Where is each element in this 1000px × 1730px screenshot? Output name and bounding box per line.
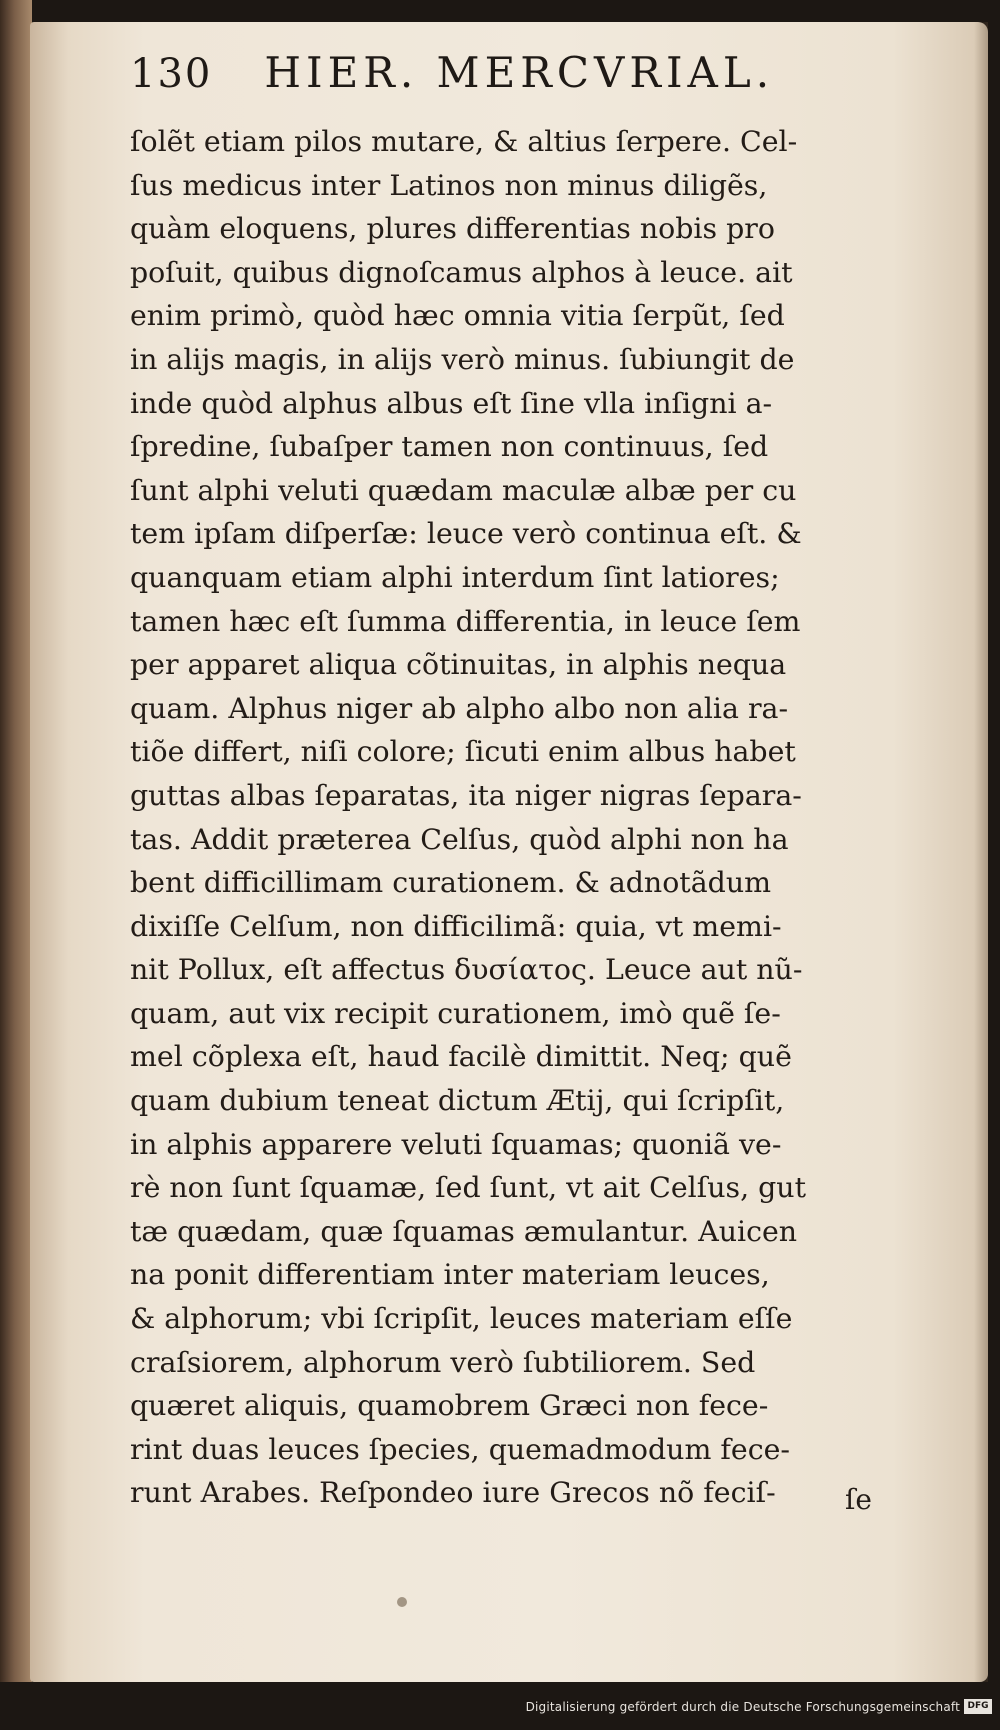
- text-line: quam, aut vix recipit curationem, imò quẽ ſe-: [130, 996, 781, 1030]
- text-line: & alphorum; vbi ſcripſit, leuces materiam eſſe: [130, 1302, 793, 1336]
- text-line: in alijs magis, in alijs verò minus. ſubiungit de: [130, 342, 795, 376]
- text-line: ſolẽt etiam pilos mutare, & altius ſerpere. Cel-: [130, 125, 798, 158]
- ink-spot: [397, 1597, 407, 1607]
- text-line: nit Pollux, eſt affectus δυσίατος. Leuce aut nũ-: [130, 953, 803, 987]
- text-line: per apparet aliqua cõtinuitas, in alphis nequa: [130, 648, 787, 682]
- text-line: tiõe differt, niſi colore; ſicuti enim albus habet: [130, 735, 796, 769]
- text-line: in alphis apparere veluti ſquamas; quoniã ve-: [130, 1127, 782, 1161]
- text-line: runt Arabes. Reſpondeo iure Grecos nõ feciſ-: [130, 1476, 776, 1510]
- page-edge-shadow: [974, 22, 988, 1682]
- text-line: tem ipſam diſperſæ: leuce verò continua eſt. &: [130, 517, 802, 551]
- text-line: rè non ſunt ſquamæ, ſed ſunt, vt ait Celſus, gut: [130, 1171, 806, 1205]
- text-line: na ponit differentiam inter materiam leuces,: [130, 1258, 770, 1292]
- text-line: rint duas leuces ſpecies, quemadmodum fece-: [130, 1432, 790, 1466]
- catchword: ſe: [845, 1483, 872, 1516]
- body-text: [130, 120, 910, 1515]
- digitization-credit: Digitalisierung gefördert durch die Deutsche Forschungsgemeinschaft: [525, 1700, 960, 1714]
- text-line: ſus medicus inter Latinos non minus diligẽs,: [130, 168, 768, 202]
- text-line: inde quòd alphus albus eſt ſine vlla inſigni a-: [130, 386, 773, 420]
- text-line: poſuit, quibus dignoſcamus alphos à leuce. ait: [130, 255, 793, 289]
- running-head: [130, 48, 890, 118]
- text-line: guttas albas ſeparatas, ita niger nigras ſepara-: [130, 778, 802, 812]
- page-number: 130: [130, 51, 213, 97]
- text-line: ſunt alphi veluti quædam maculæ albæ per cu: [130, 473, 797, 507]
- text-line: quàm eloquens, plures differentias nobis pro: [130, 212, 775, 246]
- running-head-title: HIER. MERCVRIAL.: [264, 48, 775, 97]
- text-line: dixiſſe Celſum, non difficilimã: quia, vt memi-: [130, 909, 782, 943]
- text-line: quam. Alphus niger ab alpho albo non alia ra-: [130, 691, 789, 725]
- text-line: tamen hæc eſt ſumma differentia, in leuce ſem: [130, 604, 801, 638]
- dfg-logo-icon: DFG: [964, 1699, 992, 1714]
- text-line: tæ quædam, quæ ſquamas æmulantur. Auicen: [130, 1214, 798, 1248]
- text-line: quam dubium teneat dictum Ætij, qui ſcripſit,: [130, 1084, 785, 1118]
- text-line: mel cõplexa eſt, haud facilè dimittit. Neq; quẽ: [130, 1040, 792, 1074]
- text-line: enim primò, quòd hæc omnia vitia ſerpũt, ſed: [130, 299, 785, 333]
- text-line: quæret aliquis, quamobrem Græci non fece-: [130, 1389, 769, 1423]
- text-line: bent difficillimam curationem. & adnotãdum: [130, 866, 772, 900]
- text-line: quanquam etiam alphi interdum ſint latiores;: [130, 560, 780, 594]
- book-spine: [0, 0, 32, 1730]
- text-line: craſsiorem, alphorum verò ſubtiliorem. Sed: [130, 1345, 756, 1379]
- text-line: ſpredine, ſubaſper tamen non continuus, ſed: [130, 430, 769, 464]
- text-line: tas. Addit præterea Celſus, quòd alphi non ha: [130, 822, 789, 856]
